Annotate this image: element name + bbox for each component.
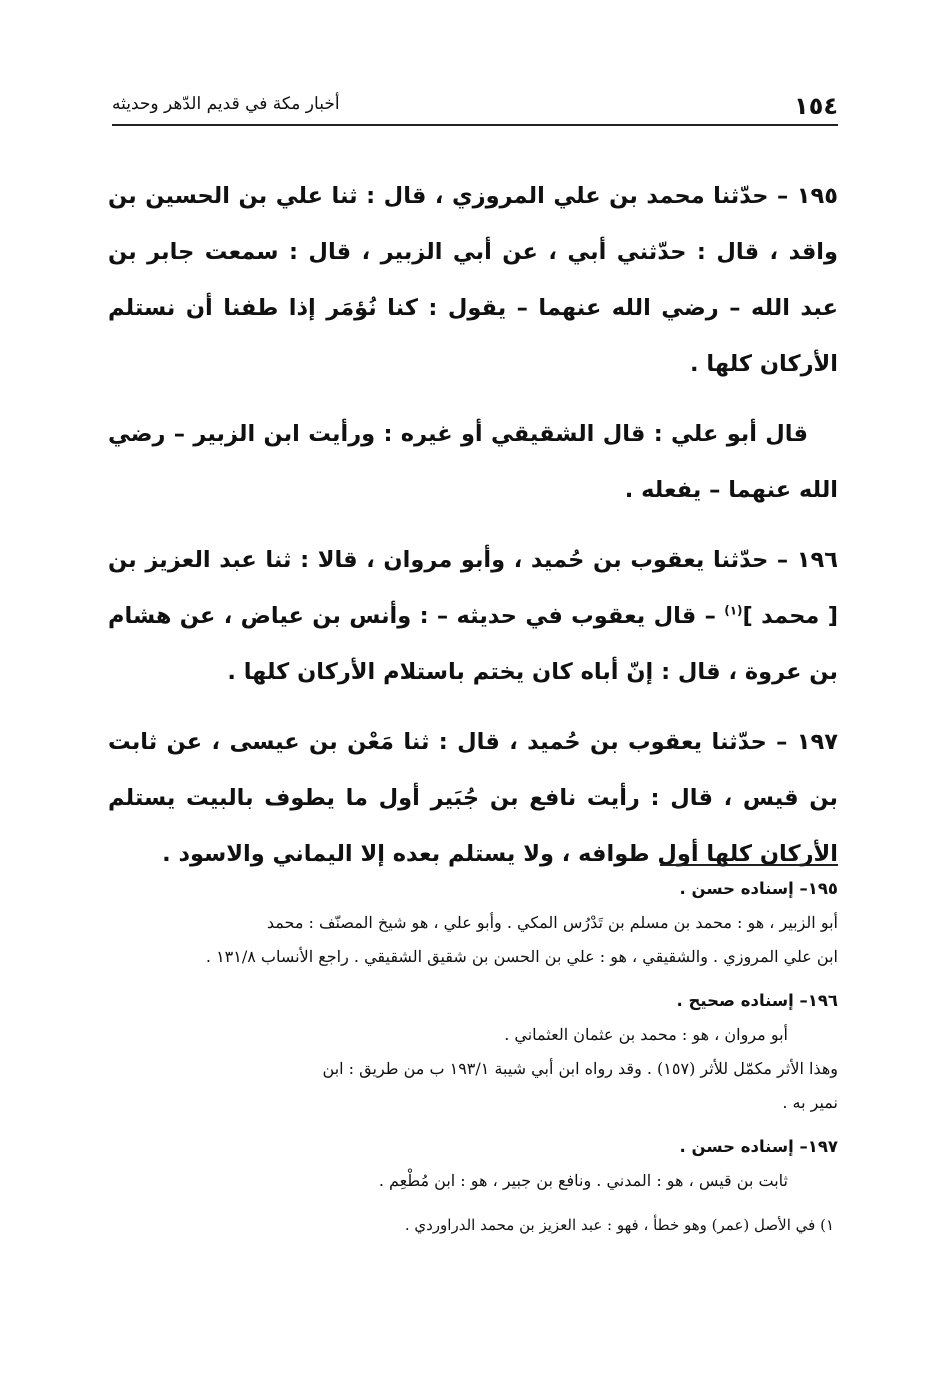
entry-text: – حدّثنا يعقوب بن حُميد ، وأبو مروان ، قالا : ثنا عبد العزيز بن [ محمد ] xyxy=(108,547,838,629)
footnote-marker[interactable]: (١) xyxy=(724,603,743,618)
entry-text: – قال يعقوب في حديثه – : وأنس بن عياض ، عن هشام بن عروة ، قال : إنّ أباه كان يختم باستلام الأركان كلها . xyxy=(108,603,838,685)
entry-number: ١٩٥ xyxy=(796,183,838,209)
running-header xyxy=(112,88,838,126)
entry-197 xyxy=(108,714,838,882)
footnote-line: ثابت بن قيس ، هو : المدني . ونافع بن جبير ، هو : ابن مُطْعِم . xyxy=(378,1171,788,1190)
footnote-line: وهذا الأثر مكمّل للأثر (١٥٧) . وقد رواه ابن أبي شيبة ١٩٣/١ ب من طريق : ابن xyxy=(322,1059,838,1078)
footnote-divider xyxy=(660,864,838,866)
footnote-195 xyxy=(108,872,838,974)
entry-number: ١٩٦ xyxy=(796,547,838,573)
footnote-line: نمير به . xyxy=(782,1093,838,1112)
footnote-line: أبو الزبير ، هو : محمد بن مسلم بن تَدْرُس المكي . وأبو علي ، هو شيخ المصنّف : محمد xyxy=(266,913,838,932)
page-number: ١٥٤ xyxy=(794,92,838,120)
footnotes xyxy=(108,872,838,1242)
footnote-heading: ١٩٧– إسناده حسن . xyxy=(679,1137,838,1156)
footnote-heading: ١٩٥– إسناده حسن . xyxy=(679,879,838,898)
footnote-196 xyxy=(108,984,838,1120)
footnote-heading: ١٩٦– إسناده صحيح . xyxy=(676,991,838,1010)
footnote-line: أبو مروان ، هو : محمد بن عثمان العثماني . xyxy=(504,1025,788,1044)
main-text xyxy=(108,168,838,896)
footnote-line: ابن علي المروزي . والشقيقي ، هو : علي بن الحسن بن شقيق الشقيقي . راجع الأنساب ١٣١/٨ . xyxy=(205,947,838,966)
editorial-note-1: ١) في الأصل (عمر) وهو خطأ ، فهو : عبد العزيز بن محمد الدراوردي . xyxy=(404,1216,834,1234)
entry-text: – حدّثنا يعقوب بن حُميد ، قال : ثنا مَعْن بن عيسى ، عن ثابت بن قيس ، قال : رأيت نافع بن جُبَير أول ما يطوف بالبيت يستلم الأركان كلها أول طوافه ، ولا يستلم بعده إلا اليماني والاسود . xyxy=(108,729,838,867)
entry-text: – حدّثنا محمد بن علي المروزي ، قال : ثنا علي بن الحسين بن واقد ، قال : حدّثني أبي ، عن أبي الزبير ، قال : سمعت جابر بن عبد الله – رضي الله عنهما – يقول : كنا نُؤمَر إذا طفنا أن نستلم الأركان كلها . xyxy=(108,183,838,377)
entry-195-continuation: قال أبو علي : قال الشقيقي أو غيره : ورأيت ابن الزبير – رضي الله عنهما – يفعله . xyxy=(108,421,838,503)
entry-number: ١٩٧ xyxy=(796,729,838,755)
footnote-197 xyxy=(108,1130,838,1198)
entry-196 xyxy=(108,532,838,700)
book-title: أخبار مكة في قديم الدّهر وحديثه xyxy=(112,94,340,114)
entry-195 xyxy=(108,168,838,392)
